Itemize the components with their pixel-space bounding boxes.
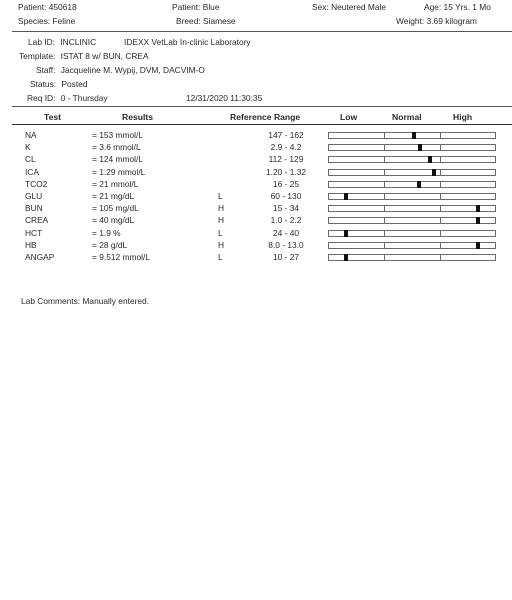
weight: Weight: 3.69 kilogram xyxy=(396,16,477,26)
result-flag: H xyxy=(218,239,225,250)
range-indicator-bar xyxy=(328,169,496,176)
low-normal-divider xyxy=(384,218,385,223)
req-value: 0 - Thursday xyxy=(60,93,108,103)
test-name: HB xyxy=(25,239,37,250)
result-flag: L xyxy=(218,191,223,201)
test-result: = 105 mg/dL xyxy=(92,203,139,214)
status-row xyxy=(30,79,87,89)
normal-high-divider xyxy=(440,255,441,260)
result-marker xyxy=(428,156,432,163)
low-normal-divider xyxy=(384,133,385,138)
patient-id: Patient: 450618 xyxy=(18,2,77,12)
col-low-header: Low xyxy=(340,112,358,122)
reference-range: 112 - 129 xyxy=(268,154,304,165)
info-divider xyxy=(12,106,512,107)
status-value: Posted xyxy=(61,79,88,89)
range-indicator-bar xyxy=(328,156,496,163)
test-name: ANGAP xyxy=(25,252,55,262)
low-normal-divider xyxy=(384,157,385,162)
status-label: Status: xyxy=(30,79,57,89)
reference-range: 16 - 25 xyxy=(272,178,300,189)
patient-name: Patient: Blue xyxy=(172,2,220,12)
reference-range: 1.0 - 2.2 xyxy=(270,215,302,226)
test-name: K xyxy=(25,142,31,153)
normal-high-divider xyxy=(440,182,441,187)
test-result: = 21 mg/dL xyxy=(92,191,135,201)
test-result: = 3.6 mmol/L xyxy=(92,142,141,153)
sex: Sex: Neutered Male xyxy=(312,2,387,12)
test-name: NA xyxy=(25,130,37,140)
reference-range: 10 - 27 xyxy=(272,252,300,262)
col-results-header: Results xyxy=(122,112,154,122)
test-result: = 153 mmol/L xyxy=(92,130,143,140)
lab-id-label: Lab ID: xyxy=(28,37,56,47)
col-normal-header: Normal xyxy=(392,112,422,122)
test-result: = 28 g/dL xyxy=(92,239,128,250)
range-indicator-bar xyxy=(328,205,496,212)
result-flag: H xyxy=(218,215,225,226)
test-name: GLU xyxy=(25,191,43,201)
test-name: TCO2 xyxy=(25,178,48,189)
col-test-header: Test xyxy=(44,112,62,122)
result-marker xyxy=(432,169,436,176)
range-indicator-bar xyxy=(328,254,496,261)
lab-comments: Lab Comments: Manually entered. xyxy=(21,296,150,306)
result-marker xyxy=(417,181,421,188)
result-marker xyxy=(476,205,480,212)
breed: Breed: Siamese xyxy=(176,16,236,26)
test-result: = 40 mg/dL xyxy=(92,215,135,226)
lab-id-row xyxy=(28,37,96,47)
low-normal-divider xyxy=(384,206,385,211)
req-label: Req ID: xyxy=(27,93,56,103)
range-indicator-bar xyxy=(328,230,496,237)
normal-high-divider xyxy=(440,218,441,223)
header-divider xyxy=(12,31,512,32)
template-row xyxy=(19,51,149,61)
staff-row xyxy=(36,65,205,75)
low-normal-divider xyxy=(384,231,385,236)
test-result: = 1.29 mmol/L xyxy=(92,166,146,177)
test-result: = 124 mmol/L xyxy=(92,154,143,165)
reference-range: 2.9 - 4.2 xyxy=(270,142,302,153)
result-marker xyxy=(344,254,348,261)
template-label: Template: xyxy=(19,51,56,61)
low-normal-divider xyxy=(384,243,385,248)
lab-name: IDEXX VetLab In-clinic Laboratory xyxy=(124,37,251,47)
req-row xyxy=(27,93,108,103)
normal-high-divider xyxy=(440,145,441,150)
range-indicator-bar xyxy=(328,193,496,200)
result-marker xyxy=(476,242,480,249)
normal-high-divider xyxy=(440,243,441,248)
test-name: CREA xyxy=(25,215,49,226)
normal-high-divider xyxy=(440,194,441,199)
result-marker xyxy=(344,230,348,237)
test-name: CL xyxy=(25,154,36,165)
low-normal-divider xyxy=(384,145,385,150)
result-marker xyxy=(476,217,480,224)
test-result: = 9.512 mmol/L xyxy=(92,252,150,262)
normal-high-divider xyxy=(440,206,441,211)
range-indicator-bar xyxy=(328,144,496,151)
reference-range: 1.20 - 1.32 xyxy=(265,166,307,177)
test-name: BUN xyxy=(25,203,43,214)
species: Species: Feline xyxy=(18,16,76,26)
low-normal-divider xyxy=(384,194,385,199)
test-name: ICA xyxy=(25,166,39,177)
result-flag: L xyxy=(218,227,223,238)
low-normal-divider xyxy=(384,255,385,260)
normal-high-divider xyxy=(440,133,441,138)
low-normal-divider xyxy=(384,182,385,187)
result-marker xyxy=(344,193,348,200)
result-flag: H xyxy=(218,203,225,214)
range-indicator-bar xyxy=(328,181,496,188)
normal-high-divider xyxy=(440,170,441,175)
result-marker xyxy=(418,144,422,151)
lab-id-value: INCLINIC xyxy=(60,37,97,47)
test-name: HCT xyxy=(25,227,43,238)
staff-label: Staff: xyxy=(36,65,56,75)
test-result: = 1.9 % xyxy=(92,227,121,238)
test-result: = 21 mmol/L xyxy=(92,178,139,189)
normal-high-divider xyxy=(440,231,441,236)
result-marker xyxy=(412,132,416,139)
normal-high-divider xyxy=(440,157,441,162)
table-header-divider xyxy=(12,124,512,125)
col-range-header: Reference Range xyxy=(230,112,301,122)
age: Age: 15 Yrs. 1 Mo xyxy=(424,2,491,12)
reference-range: 8.0 - 13.0 xyxy=(268,239,304,250)
template-value: ISTAT 8 w/ BUN, CREA xyxy=(60,51,149,61)
range-indicator-bar xyxy=(328,217,496,224)
reference-range: 60 - 130 xyxy=(270,191,302,201)
reference-range: 147 - 162 xyxy=(268,130,304,140)
range-indicator-bar xyxy=(328,132,496,139)
reference-range: 15 - 34 xyxy=(272,203,300,214)
range-indicator-bar xyxy=(328,242,496,249)
staff-value: Jacqueline M. Wypij, DVM, DACVIM-O xyxy=(60,65,205,75)
low-normal-divider xyxy=(384,170,385,175)
reference-range: 24 - 40 xyxy=(272,227,300,238)
report-datetime: 12/31/2020 11:30:35 xyxy=(186,93,263,103)
result-flag: L xyxy=(218,252,223,262)
col-high-header: High xyxy=(453,112,473,122)
